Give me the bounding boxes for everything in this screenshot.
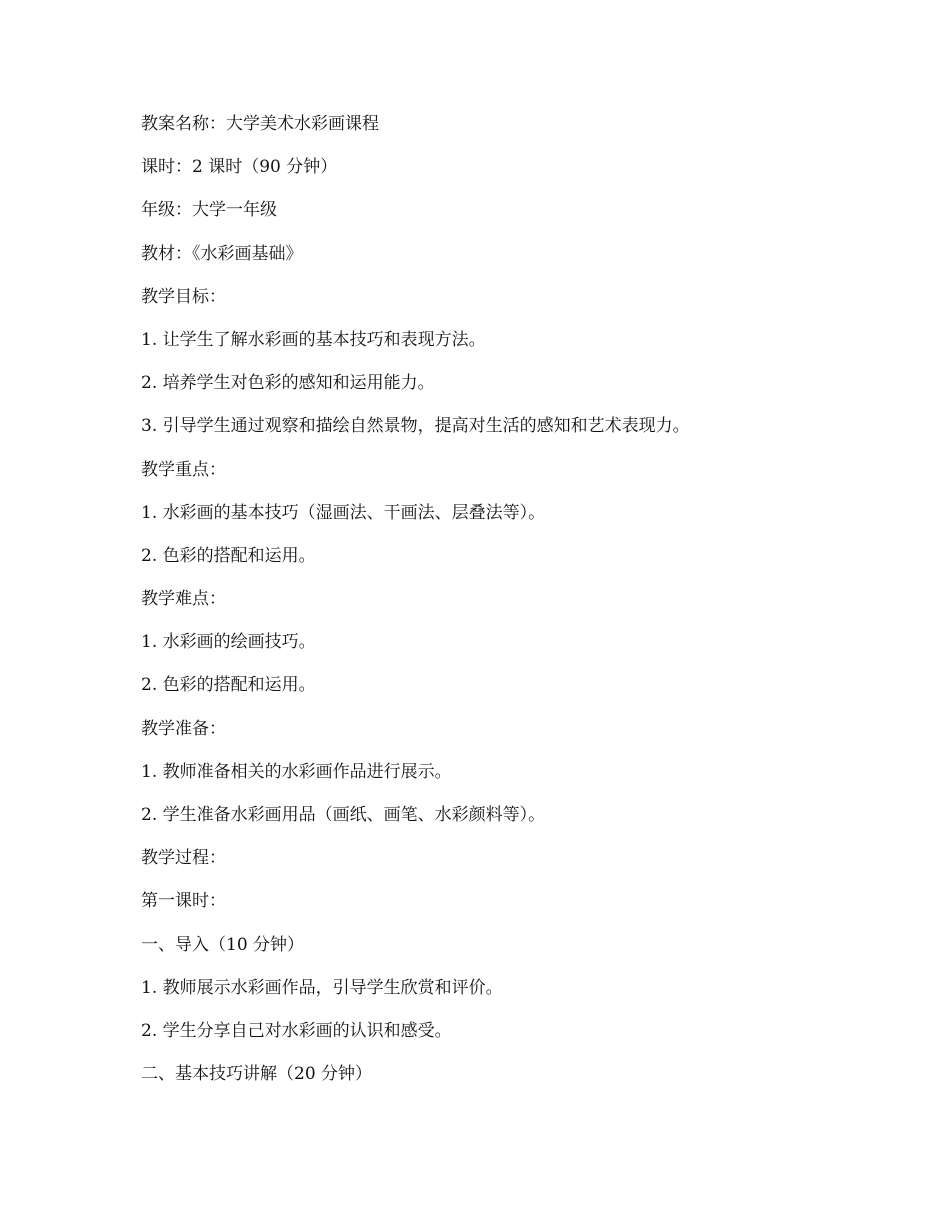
step-heading-introduction: 一、导入（10 分钟） — [141, 934, 305, 955]
list-item: 2. 学生准备水彩画用品（画纸、画笔、水彩颜料等）。 — [141, 805, 546, 825]
section-heading-key-points: 教学重点： — [141, 459, 226, 480]
list-item: 1. 水彩画的基本技巧（湿画法、干画法、层叠法等）。 — [141, 502, 546, 523]
class-hours-line: 课时：2 课时（90 分钟） — [141, 157, 338, 178]
list-item: 3. 引导学生通过观察和描绘自然景物，提高对生活的感知和艺术表现力。 — [141, 416, 690, 437]
step-heading-basic-techniques: 二、基本技巧讲解（20 分钟） — [141, 1064, 373, 1085]
lesson-title-line: 教案名称：大学美术水彩画课程 — [141, 114, 379, 134]
document-body — [141, 106, 841, 1099]
section-heading-preparation: 教学准备： — [141, 718, 226, 739]
list-item: 2. 色彩的搭配和运用。 — [141, 545, 316, 566]
list-item: 2. 学生分享自己对水彩画的认识和感受。 — [141, 1020, 452, 1041]
list-item: 2. 色彩的搭配和运用。 — [141, 675, 316, 696]
section-heading-process: 教学过程： — [141, 848, 226, 869]
list-item: 1. 水彩画的绘画技巧。 — [141, 632, 316, 653]
list-item: 1. 让学生了解水彩画的基本技巧和表现方法。 — [141, 329, 486, 350]
textbook-line: 教材：《水彩画基础》 — [141, 243, 303, 264]
list-item: 1. 教师准备相关的水彩画作品进行展示。 — [141, 761, 452, 782]
section-heading-difficulties: 教学难点： — [141, 589, 226, 610]
list-item: 2. 培养学生对色彩的感知和运用能力。 — [141, 373, 435, 394]
list-item: 1. 教师展示水彩画作品，引导学生欣赏和评价。 — [141, 977, 503, 998]
grade-line: 年级：大学一年级 — [141, 200, 277, 221]
subsection-heading-first-lesson: 第一课时： — [141, 891, 226, 912]
section-heading-objectives: 教学目标： — [141, 286, 226, 307]
